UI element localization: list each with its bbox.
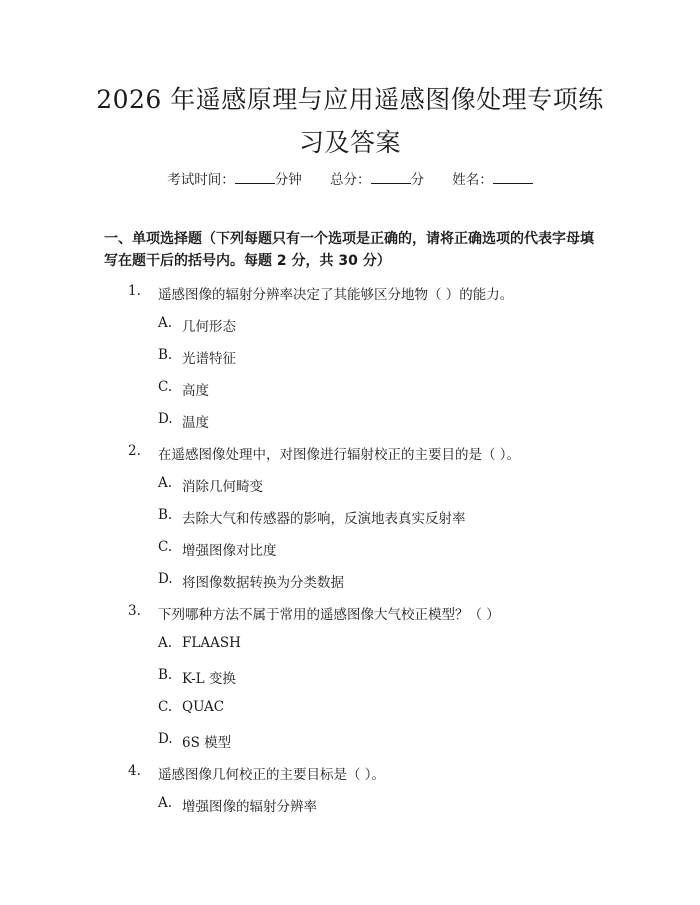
option-letter: B. [158, 667, 173, 683]
option-text: 几何形态 [182, 319, 236, 335]
exam-time-unit: 分钟 [274, 172, 302, 188]
option-letter: B. [158, 347, 173, 363]
exam-info [0, 168, 700, 188]
document-title [80, 78, 620, 164]
option-text: K-L 变换 [182, 671, 236, 687]
exam-time-label: 考试时间： [167, 172, 235, 188]
question-number: 1. [128, 283, 141, 299]
option-letter: A. [158, 475, 173, 491]
exam-time-field [167, 168, 302, 188]
question-3-option-a [0, 631, 700, 659]
name-field [452, 168, 533, 188]
option-letter: C. [158, 379, 173, 395]
option-letter: A. [158, 795, 173, 811]
question-2 [0, 439, 700, 467]
question-list [0, 279, 700, 823]
option-text: 增强图像对比度 [182, 543, 277, 559]
option-letter: C. [158, 539, 173, 555]
total-score-label: 总分： [330, 172, 371, 188]
option-letter: A. [158, 635, 173, 651]
question-4 [0, 759, 700, 787]
question-2-option-d [0, 567, 700, 595]
section-heading-line-1: 一、单项选择题（下列每题只有一个选项是正确的，请将正确选项的代表字母填 [104, 231, 594, 247]
total-score-blank [371, 171, 411, 184]
question-stem: 遥感图像几何校正的主要目标是（ ）。 [158, 767, 386, 783]
option-letter: B. [158, 507, 173, 523]
option-text: 温度 [182, 415, 209, 431]
question-1 [0, 279, 700, 307]
total-score-field [330, 168, 424, 188]
option-text: 增强图像的辐射分辨率 [182, 799, 317, 815]
question-4-option-a [0, 791, 700, 819]
option-letter: C. [158, 699, 173, 715]
option-letter: D. [158, 411, 173, 427]
question-3 [0, 599, 700, 627]
question-number: 3. [128, 603, 141, 619]
question-1-option-b [0, 343, 700, 371]
option-text: QUAC [182, 699, 225, 715]
question-number: 4. [128, 763, 141, 779]
option-letter: A. [158, 315, 173, 331]
question-2-option-a [0, 471, 700, 499]
name-blank [493, 171, 533, 184]
option-text: 消除几何畸变 [182, 479, 263, 495]
title-line-2: 习及答案 [298, 128, 401, 157]
option-text: FLAASH [182, 635, 241, 651]
question-3-option-c [0, 695, 700, 723]
question-stem: 在遥感图像处理中，对图像进行辐射校正的主要目的是（ ）。 [158, 447, 521, 463]
name-label: 姓名： [452, 172, 493, 188]
question-3-option-b [0, 663, 700, 691]
section-heading [104, 228, 604, 272]
question-2-option-c [0, 535, 700, 563]
question-number: 2. [128, 443, 141, 459]
option-letter: D. [158, 571, 173, 587]
question-1-option-c [0, 375, 700, 403]
option-text: 6S 模型 [182, 735, 232, 751]
title-line-1: 2026 年遥感原理与应用遥感图像处理专项练 [96, 85, 604, 114]
option-letter: D. [158, 731, 173, 747]
question-stem: 遥感图像的辐射分辨率决定了其能够区分地物（ ）的能力。 [158, 287, 514, 303]
option-text: 去除大气和传感器的影响，反演地表真实反射率 [182, 511, 466, 527]
option-text: 将图像数据转换为分类数据 [182, 575, 344, 591]
question-1-option-d [0, 407, 700, 435]
section-heading-line-2: 写在题干后的括号内。每题 2 分，共 30 分） [104, 253, 391, 269]
option-text: 高度 [182, 383, 209, 399]
question-2-option-b [0, 503, 700, 531]
question-1-option-a [0, 311, 700, 339]
question-3-option-d [0, 727, 700, 755]
total-score-unit: 分 [410, 172, 424, 188]
exam-time-blank [235, 171, 275, 184]
option-text: 光谱特征 [182, 351, 236, 367]
question-stem: 下列哪种方法不属于常用的遥感图像大气校正模型？（ ） [158, 607, 500, 623]
